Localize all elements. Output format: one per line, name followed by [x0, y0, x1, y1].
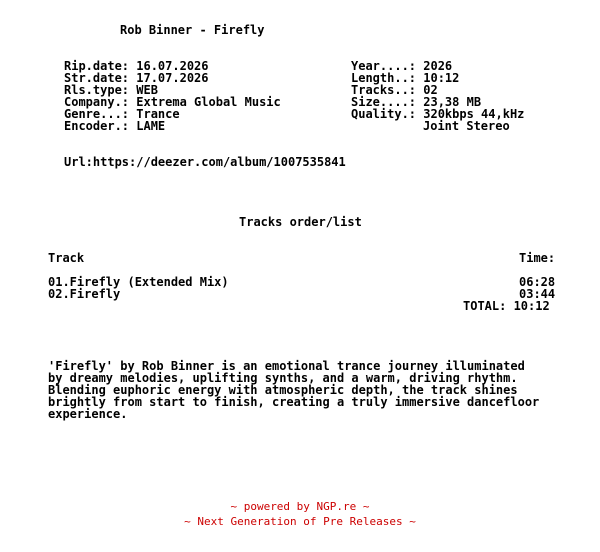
description-line	[0, 407, 128, 421]
tracklist-heading-line	[0, 215, 362, 229]
description-text: Blending euphoric energy with atmospheric depth, the track shines	[48, 383, 518, 397]
tagline-footer: ~ Next Generation of Pre Releases ~	[184, 515, 416, 528]
info-row-4	[0, 95, 482, 109]
release-type: Rls.type: WEB	[64, 83, 158, 97]
info-row-3	[0, 83, 438, 97]
quality: Quality.: 320kbps 44,kHz	[351, 107, 525, 121]
tracklist-header-row	[0, 251, 556, 265]
description-line	[0, 395, 540, 409]
description-line	[0, 383, 518, 397]
track-time: 06:28	[519, 275, 556, 289]
description-line	[0, 371, 518, 385]
description-line	[0, 359, 525, 373]
url-line	[0, 155, 346, 169]
company: Company.: Extrema Global Music	[64, 95, 281, 109]
total-time: TOTAL: 10:12	[463, 299, 550, 313]
track-time: 03:44	[519, 287, 556, 301]
description-text: brightly from start to finish, creating a truly immersive dancefloor	[48, 395, 540, 409]
year: Year....: 2026	[351, 59, 453, 73]
info-row-2	[0, 71, 460, 85]
time-column-header: Time:	[519, 251, 556, 265]
release-title: Rob Binner - Firefly	[120, 23, 265, 37]
total-row	[0, 299, 550, 313]
track-name: 02.Firefly	[48, 287, 121, 301]
info-row-5	[0, 107, 525, 121]
track-name: 01.Firefly (Extended Mix)	[48, 275, 229, 289]
info-row-6	[0, 119, 510, 133]
album-url: Url:https://deezer.com/album/1007535841	[64, 155, 346, 169]
genre: Genre...: Trance	[64, 107, 180, 121]
powered-by-footer: ~ powered by NGP.re ~	[230, 500, 370, 513]
quality-mode: Joint Stereo	[423, 119, 510, 133]
length: Length..: 10:12	[351, 71, 460, 85]
track-column-header: Track	[48, 251, 85, 265]
rip-date: Rip.date: 16.07.2026	[64, 59, 209, 73]
info-row-1	[0, 59, 453, 73]
track-row	[0, 287, 556, 301]
description-text: experience.	[48, 407, 128, 421]
track-count: Tracks..: 02	[351, 83, 438, 97]
encoder: Encoder.: LAME	[64, 119, 166, 133]
file-size: Size....: 23,38 MB	[351, 95, 482, 109]
release-title-line	[0, 23, 265, 37]
tracklist-heading: Tracks order/list	[239, 215, 362, 229]
description-text: by dreamy melodies, uplifting synths, and a warm, driving rhythm.	[48, 371, 518, 385]
street-date: Str.date: 17.07.2026	[64, 71, 209, 85]
track-row	[0, 275, 556, 289]
description-text: 'Firefly' by Rob Binner is an emotional trance journey illuminated	[48, 359, 525, 373]
